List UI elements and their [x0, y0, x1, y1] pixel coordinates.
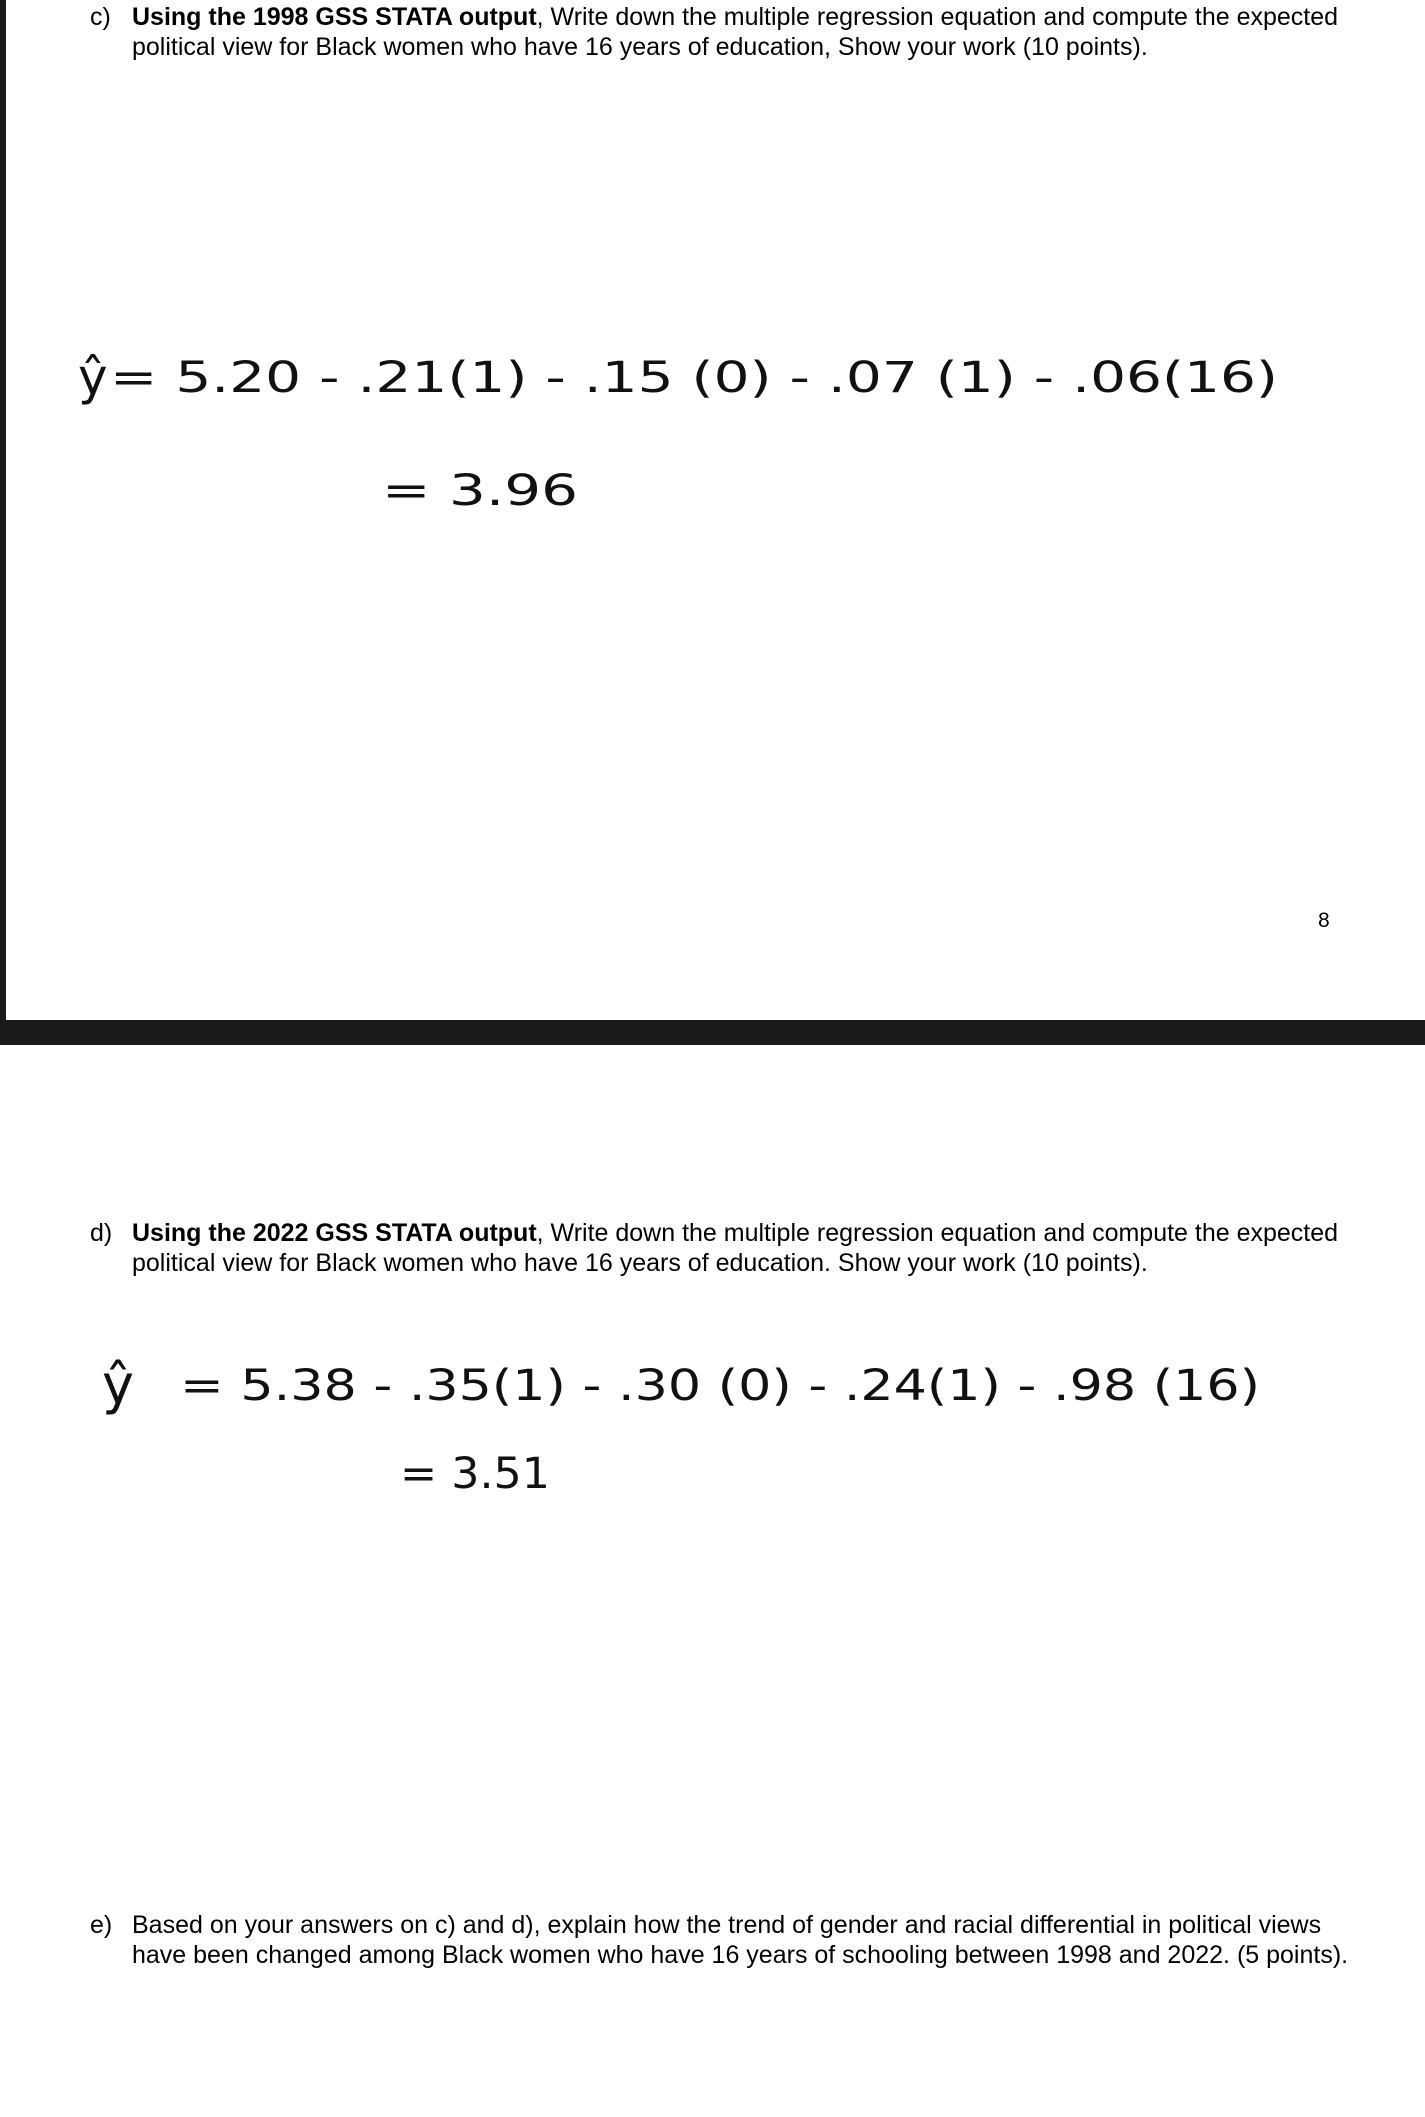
- question-e-marker: e): [90, 1911, 113, 1939]
- handwritten-d-equation: = 5.38 - .35(1) - .30 (0) - .24(1) - .98 (16): [180, 1361, 1260, 1411]
- handwritten-answer-c: [78, 348, 1278, 516]
- handwritten-c-yhat: ŷ: [78, 348, 108, 406]
- question-d-text: , Write down the multiple regression equation and compute the expected political view for Black women who have 16 years of education. Show your work (10 points).: [132, 1219, 1339, 1277]
- handwritten-d-result: = 3.51: [400, 1449, 550, 1499]
- question-c-bold-lead: Using the 1998 GSS STATA output: [132, 3, 537, 31]
- page-number: 8: [1318, 909, 1330, 932]
- question-d-bold-lead: Using the 2022 GSS STATA output: [132, 1219, 537, 1247]
- handwritten-answer-d: [102, 1353, 1260, 1499]
- question-c-text: , Write down the multiple regression equation and compute the expected political view for Black women who have 16 years of education, Show your work (10 points).: [132, 3, 1339, 61]
- handwritten-d-yhat: ŷ: [102, 1353, 134, 1416]
- question-e-text: Based on your answers on c) and d), explain how the trend of gender and racial differential in political views have been changed among Black women who have 16 years of schooling between 1998 and 2022. (5 points).: [132, 1911, 1349, 1969]
- question-e: [90, 1910, 1352, 1970]
- handwritten-c-result: = 3.96: [382, 466, 578, 516]
- question-d: [90, 1218, 1352, 1278]
- question-d-marker: d): [90, 1219, 113, 1247]
- handwritten-c-equation: = 5.20 - .21(1) - .15 (0) - .07 (1) - .06(16): [110, 353, 1278, 403]
- question-c-marker: c): [90, 3, 111, 31]
